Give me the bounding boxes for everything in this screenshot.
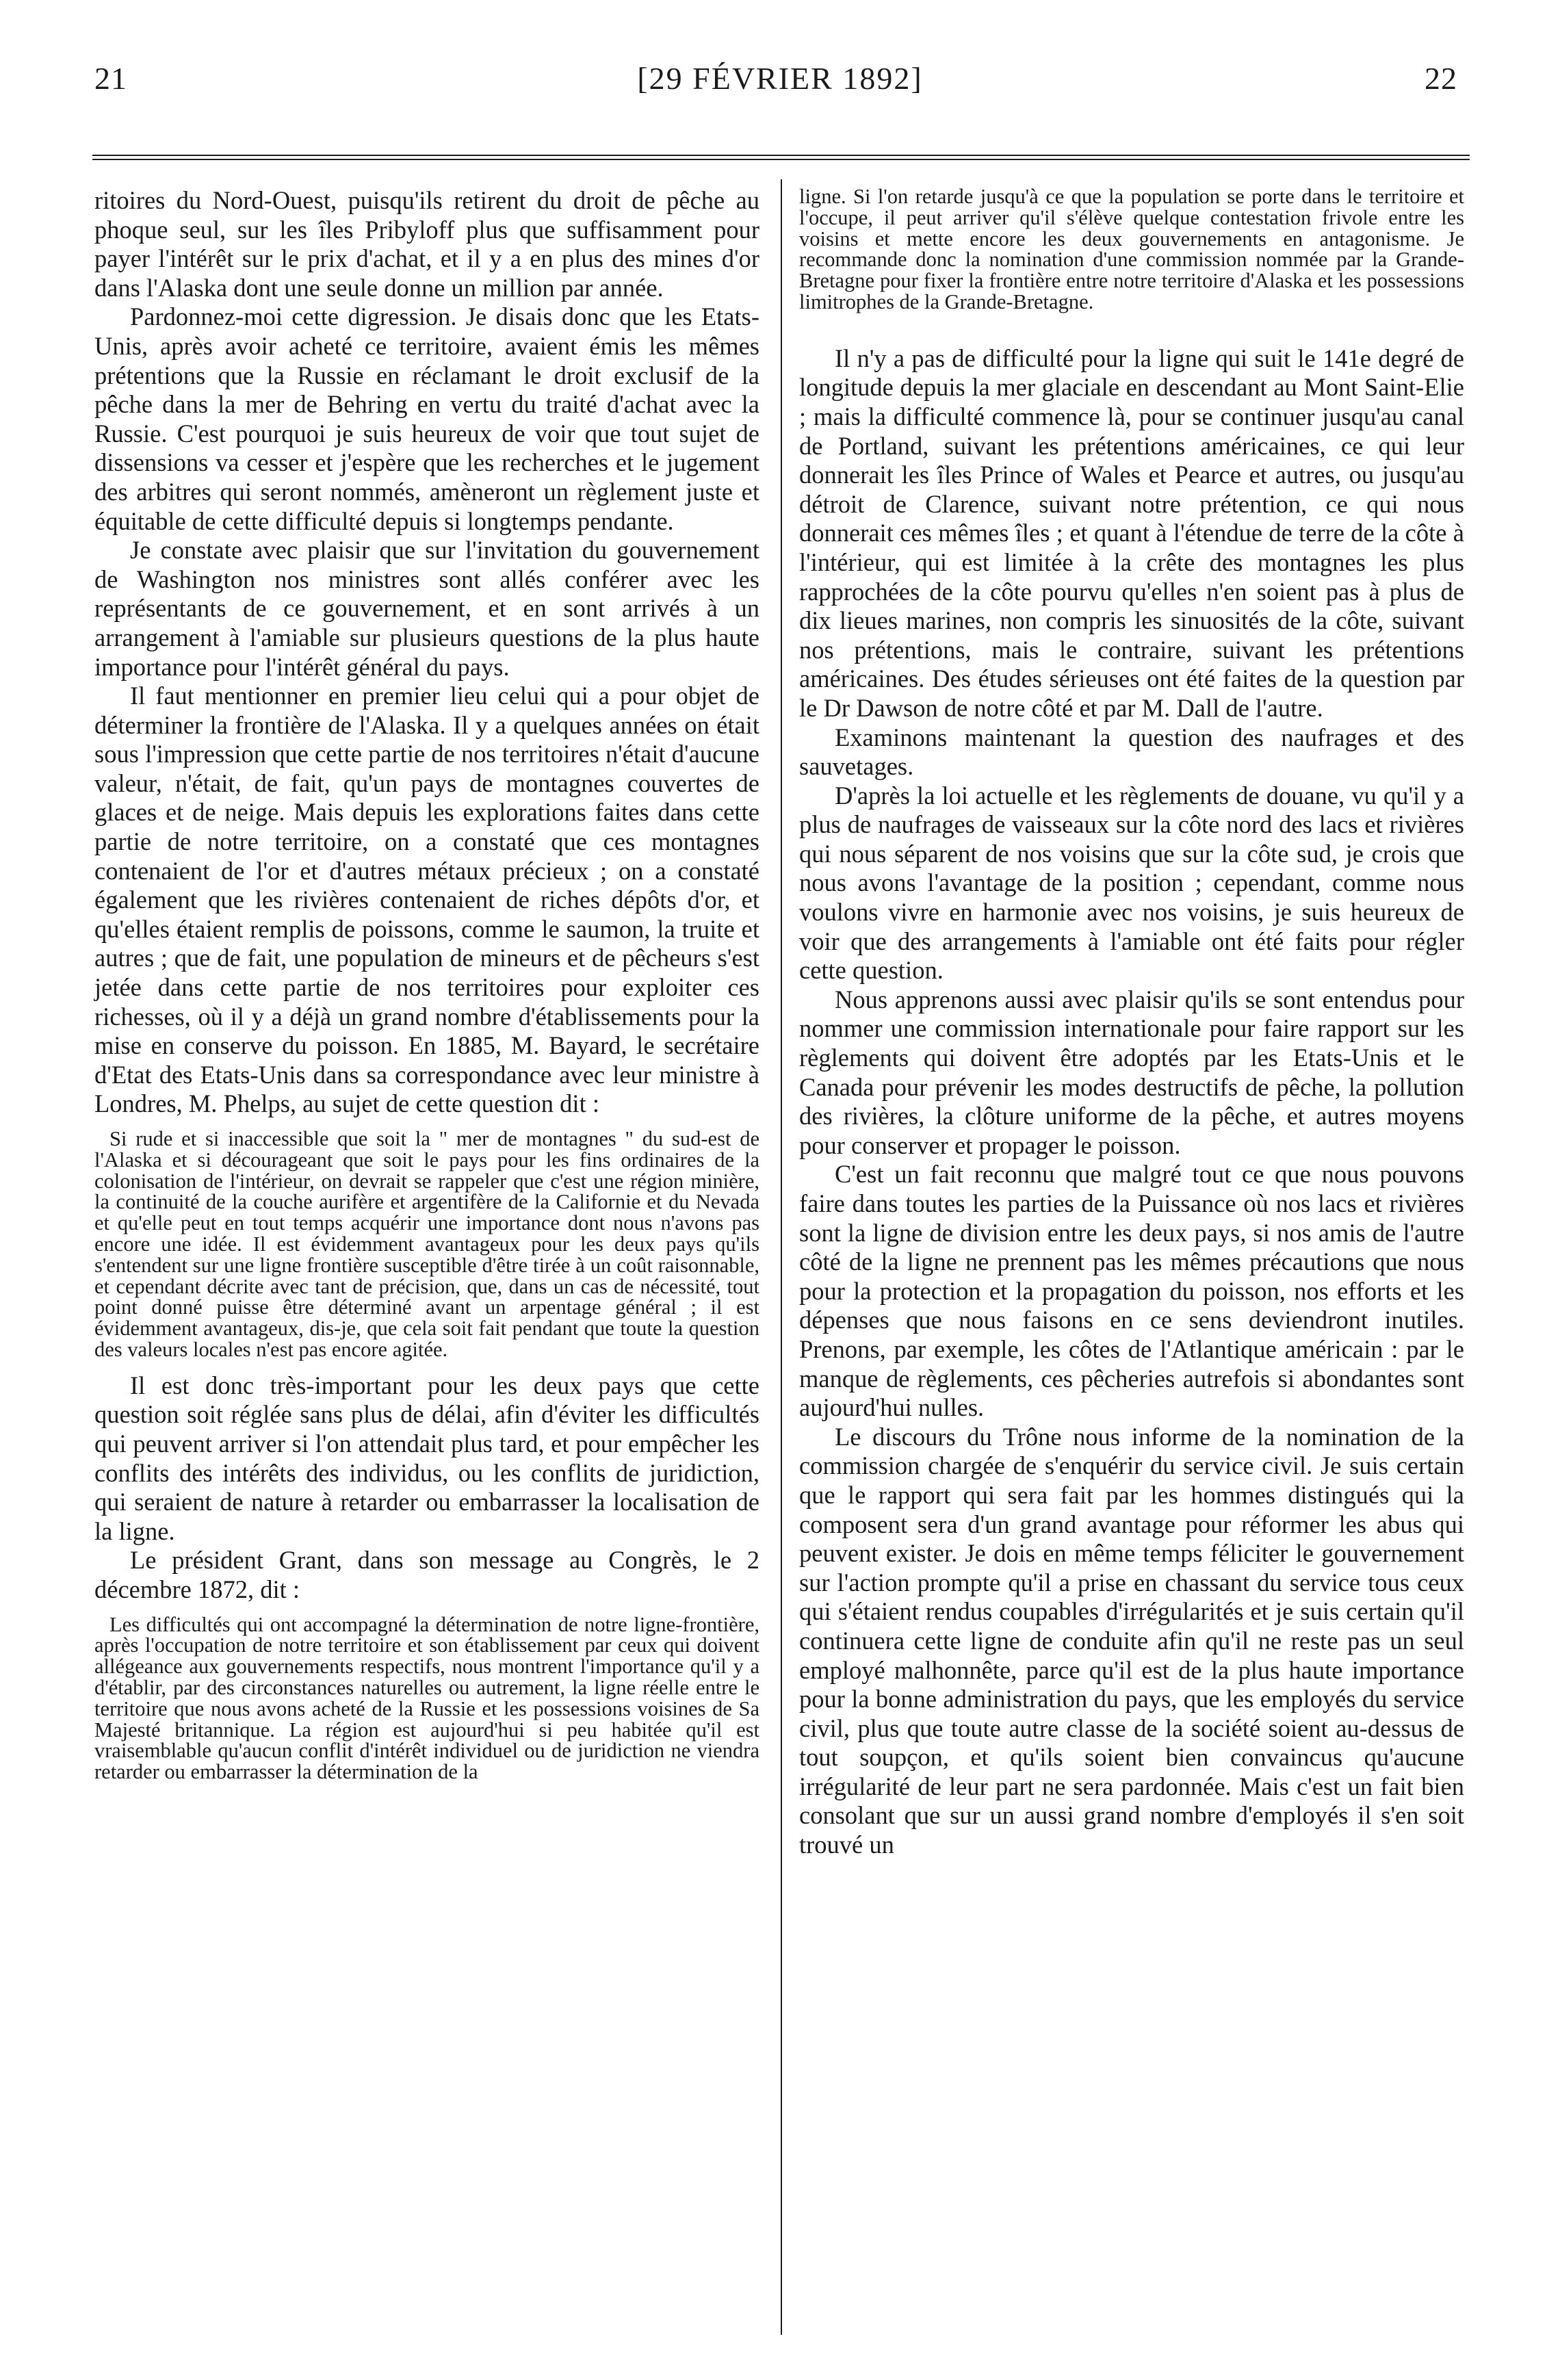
- left-column: [94, 186, 759, 1794]
- block-quote: Si rude et si inaccessible que soit la " mer de montagnes " du sud-est de l'Alaska et si décourageant que soit le pays pour les fins ordinaires de la colonisation de l'intérieur, on devrait se rappeler que c'est une région minière, la continuité de la couche aurifère et argentifère de la Californie et du Nevada et qu'elle peut en tout temps acquérir une importance dont nous n'avons pas encore une idée. Il est évidemment avantageux pour les deux pays qu'ils s'entendent sur une ligne frontière susceptible d'être tirée à un coût raisonnable, et cependant décrite avec tant de précision, que, dans un cas de nécessité, tout point donné puisse être déterminé avant un arpentage général ; il est évidemment avantageux, dis-je, que cela soit fait pendant que toute la question des valeurs locales n'est pas encore agitée.: [94, 1127, 759, 1361]
- header-rule-top: [92, 155, 1470, 156]
- paragraph: C'est un fait reconnu que malgré tout ce que nous pouvons faire dans toutes les parties de la Puissance où nos lacs et rivières sont la ligne de division entre les deux pays, si nos amis de l'autre côté de la ligne ne prennent pas les mêmes précautions que nous pour la protection et la propagation du poisson, nos efforts et les dépenses que nous faisons en ce sens deviendront inutiles. Prenons, par exemple, les côtes de l'Atlantique américain : par le manque de règlements, ces pêcheries autrefois si abondantes sont aujourd'hui nulles.: [799, 1160, 1464, 1422]
- column-separator: [781, 179, 782, 2335]
- paragraph: Le discours du Trône nous informe de la nomination de la commission chargée de s'enquérir du service civil. Je suis certain que le rapport qui sera fait par les hommes distingués qui la composent sera d'un grand avantage pour réformer les abus qui peuvent exister. Je dois en même temps féliciter le gouvernement sur l'action prompte qu'il a prise en chassant du service tous ceux qui s'étaient rendus coupables d'irrégularités et je suis certain qu'il continuera cette ligne de conduite afin qu'il ne reste pas un seul employé malhonnête, parce qu'il est de la plus haute importance pour la bonne administration du pays, que les employés du service civil, plus que toute autre classe de la société soient au-dessus de tout soupçon, et qu'ils soient bien convaincus qu'aucune irrégularité de leur part ne sera pardonnée. Mais c'est un fait bien consolant que sur un aussi grand nombre d'employés il s'en soit trouvé un: [799, 1422, 1464, 1859]
- right-page-number: 22: [1425, 61, 1457, 96]
- left-page-number: 21: [94, 61, 127, 96]
- paragraph: Il faut mentionner en premier lieu celui qui a pour objet de déterminer la frontière de l'Alaska. Il y a quelques années on était sous l'impression que cette partie de nos territoires n'était d'aucune valeur, n'était, de fait, qu'un pays de montagnes couvertes de glaces et de neige. Mais depuis les explorations faites dans cette partie de notre territoire, on a constaté que ces montagnes contenaient de l'or et d'autres métaux précieux ; on a constaté également que les rivières contenaient de riches dépôts d'or, et qu'elles étaient remplis de poissons, comme le saumon, la truite et autres ; que de fait, une population de mineurs et de pêcheurs s'est jetée dans cette partie de nos territoires pour exploiter ces richesses, où il y a déjà un grand nombre d'établissements pour la mise en conserve du poisson. En 1885, M. Bayard, le secrétaire d'Etat des Etats-Unis dans sa correspondance avec leur ministre à Londres, M. Phelps, au sujet de cette question dit :: [94, 682, 759, 1118]
- paragraph: Pardonnez-moi cette digression. Je disais donc que les Etats-Unis, après avoir acheté ce territoire, avaient émis les mêmes prétentions que la Russie en réclamant le droit exclusif de la pêche dans la mer de Behring en vertu du traité d'achat avec la Russie. C'est pourquoi je suis heureux de voir que tout sujet de dissensions va cesser et j'espère que les recherches et le jugement des arbitres qui seront nommés, amèneront un règlement juste et équitable de cette difficulté depuis si longtemps pendante.: [94, 302, 759, 535]
- paragraph: ritoires du Nord-Ouest, puisqu'ils retirent du droit de pêche au phoque seul, sur les îles Pribyloff plus que suffisamment pour payer l'intérêt sur le prix d'achat, et il y a en plus des mines d'or dans l'Alaska dont une seule donne un million par année.: [94, 186, 759, 302]
- paragraph: D'après la loi actuelle et les règlements de douane, vu qu'il y a plus de naufrages de vaisseaux sur la côte nord des lacs et rivières qui nous séparent de nos voisins que sur la côte sud, je crois que nous avons l'avantage de la position ; cependant, comme nous voulons vivre en harmonie avec nos voisins, je suis heureux de voir que des arrangements à l'amiable ont été faits pour régler cette question.: [799, 781, 1464, 985]
- spacer: [799, 324, 1464, 344]
- header-rule-bottom: [92, 159, 1470, 160]
- paragraph: Je constate avec plaisir que sur l'invitation du gouvernement de Washington nos ministres sont allés conférer avec les représentants de ce gouvernement, et en sont arrivés à un arrangement à l'amiable sur plusieurs questions de la plus haute importance pour l'intérêt général du pays.: [94, 536, 759, 681]
- paragraph: Il est donc très-important pour les deux pays que cette question soit réglée sans plus de délai, afin d'éviter les difficultés qui peuvent arriver si l'on attendait plus tard, et pour empêcher les conflits des intérêts des individus, ou les conflits de juridiction, qui seraient de nature à retarder ou embarrasser la localisation de la ligne.: [94, 1371, 759, 1545]
- paragraph: Examinons maintenant la question des naufrages et des sauvetages.: [799, 723, 1464, 781]
- header-date-title: [29 FÉVRIER 1892]: [637, 61, 923, 96]
- paragraph: Le président Grant, dans son message au Congrès, le 2 décembre 1872, dit :: [94, 1546, 759, 1603]
- paragraph: Il n'y a pas de difficulté pour la ligne qui suit le 141e degré de longitude depuis la mer glaciale en descendant au Mont Saint-Elie ; mais la difficulté commence là, pour se continuer jusqu'au canal de Portland, suivant les prétentions américaines, ce qui leur donnerait les îles Prince of Wales et Pearce et autres, ou jusqu'au détroit de Clarence, suivant notre prétention, ce qui nous donnerait ces mêmes îles ; et quant à l'étendue de terre de la côte à l'intérieur, qui est limitée à la crête des montagnes les plus rapprochées de la côte pourvu qu'elles n'en soient pas à plus de dix lieues marines, non compris les sinuosités de la côte, suivant nos prétentions, mais le contraire, suivant les prétentions américaines. Des études sérieuses ont été faites de la question par le Dr Dawson de notre côté et par M. Dall de l'autre.: [799, 344, 1464, 722]
- right-column: [799, 186, 1464, 1860]
- block-quote: Les difficultés qui ont accompagné la détermination de notre ligne-frontière, après l'occupation de notre territoire et son établissement par ceux qui doivent allégeance aux gouvernements respectifs, nous montrent l'importance qu'il y a d'établir, par des circonstances naturelles ou autrement, la ligne réelle entre le territoire que nous avons acheté de la Russie et les possessions voisines de Sa Majesté britannique. La région est aujourd'hui si peu habitée qu'il est vraisemblable qu'aucun conflit d'intérêt individuel ou de juridiction ne viendra retarder ou embarrasser la détermination de la: [94, 1612, 759, 1784]
- page-header: [0, 60, 1560, 108]
- paragraph: Nous apprenons aussi avec plaisir qu'ils se sont entendus pour nommer une commission internationale pour faire rapport sur les règlements qui doivent être adoptés par les Etats-Unis et le Canada pour prévenir les modes destructifs de pêche, la pollution des rivières, la clôture uniforme de la pêche, et autres moyens pour conserver et propager le poisson.: [799, 985, 1464, 1159]
- block-quote-continued: ligne. Si l'on retarde jusqu'à ce que la population se porte dans le territoire et l'occupe, il peut arriver qu'il s'élève quelque contestation frivole entre les voisins et mette encore les deux gouvernements en antagonisme. Je recommande donc la nomination d'une commission nommée par la Grande-Bretagne pour fixer la frontière entre notre territoire d'Alaska et les possessions limitrophes de la Grande-Bretagne.: [799, 185, 1464, 313]
